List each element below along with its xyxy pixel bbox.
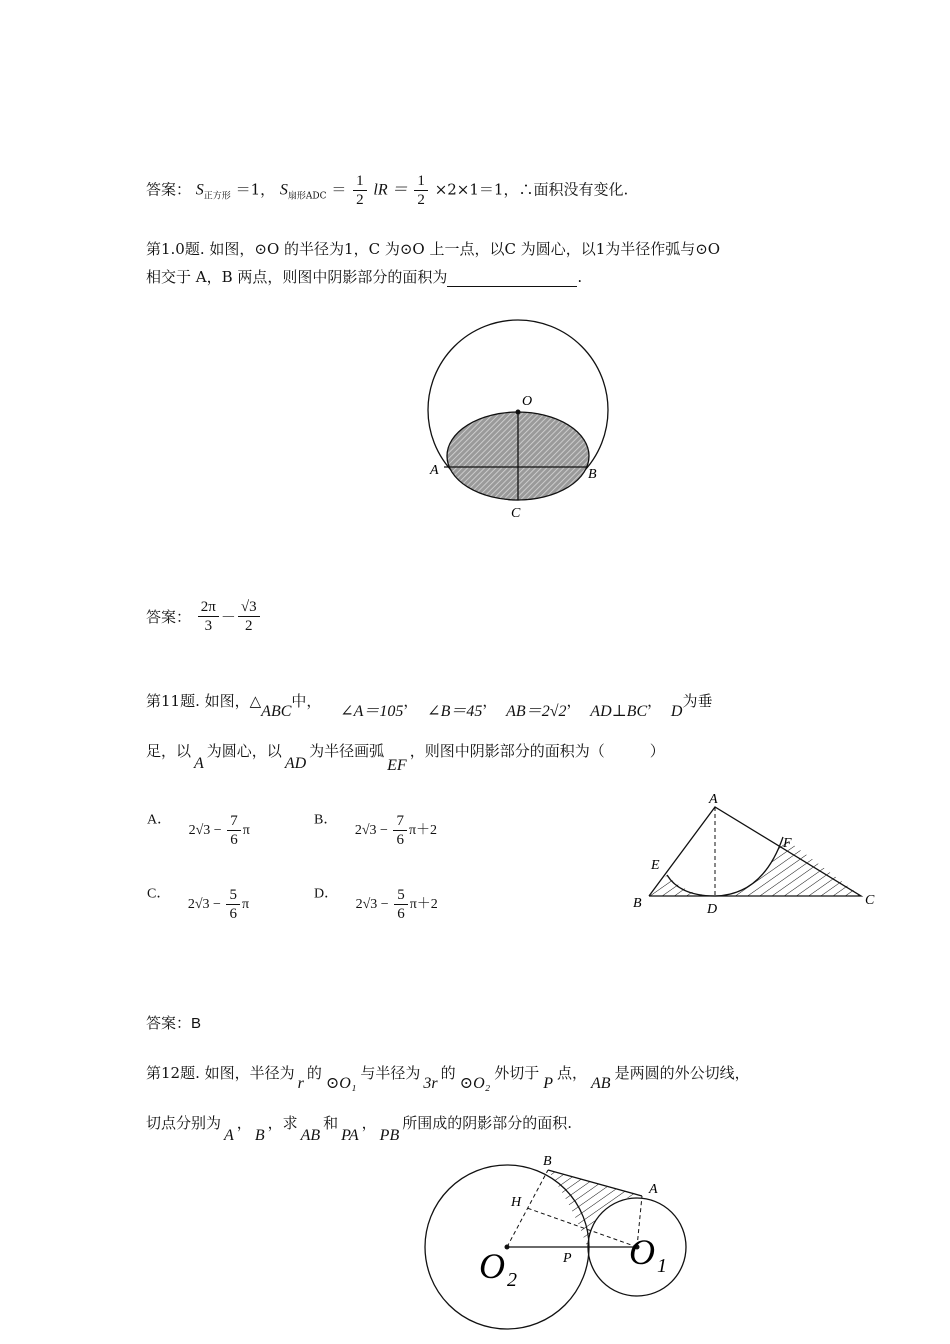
answer-blank	[447, 272, 577, 287]
figure-q10	[410, 310, 630, 530]
question-12-line-1: 第12题. 如图，半径为r的⊙O₁与半径为3r的⊙O₂外切于P点，AB是两圆的外公切线，	[146, 1064, 750, 1092]
answer-11-line: 答案：B	[146, 1014, 202, 1032]
question-10-line-2: 相交于 A，B 两点，则图中阴影部分的面积为 .	[146, 268, 583, 286]
question-11-line-1: 第11题. 如图，△ABC中， ∠A＝105， ∠B＝45， AB＝2√2， AD⊥BC， D为垂	[146, 692, 713, 720]
question-11-line-2: 足，以A为圆心，以AD为半径画弧EF，则图中阴影部分的面积为（ ）	[146, 742, 665, 774]
fraction-2pi-3: $\frac{2\pi}{3}$	[198, 598, 219, 635]
label-a: A	[430, 463, 439, 478]
option-d[interactable]: D． 2√3 − $\frac{5}{6}$ π＋2	[314, 886, 438, 922]
question-10-line-1: 第1.0题. 如图，⊙O 的半径为1，C 为⊙O 上一点，以C 为圆心，以1为半径作弧与⊙O	[146, 240, 721, 258]
label-o1: O	[629, 1232, 655, 1272]
fraction-half-2: $\frac{1}{2}$	[414, 172, 428, 209]
label-o2: O	[479, 1246, 505, 1286]
label-d: D	[707, 902, 718, 917]
label-a: A	[649, 1182, 658, 1197]
question-12-line-2: 切点分别为A，B，求AB和PA，PB所围成的阴影部分的面积.	[146, 1114, 572, 1144]
point-o2	[505, 1245, 510, 1250]
answer-9-line: 答案： $S_{正方形} =1$， $S_{扇形ADC}$ ＝ $\frac{1}{2}$ lR ＝ $\frac{1}{2}$ ×2×1＝1，∴面积没有变化.	[146, 173, 629, 208]
option-b[interactable]: B． 2√3 − $\frac{7}{6}$ π＋2	[314, 812, 438, 848]
label-c: C	[511, 506, 521, 521]
shaded-region	[548, 1170, 642, 1247]
label-a: A	[709, 792, 718, 807]
label-o: O	[522, 394, 533, 409]
label-b: B	[543, 1154, 552, 1169]
fraction-half: $\frac{1}{2}$	[353, 172, 367, 209]
label-p: P	[563, 1251, 572, 1266]
label-b: B	[588, 467, 597, 482]
label-o1-sub: 1	[657, 1255, 667, 1277]
label-b: B	[633, 896, 642, 911]
figure-q12	[415, 1150, 705, 1344]
shaded-left	[649, 875, 715, 896]
label-h: H	[511, 1195, 522, 1210]
figure-q11	[625, 785, 885, 920]
label-e: E	[651, 858, 660, 873]
label-f: F	[783, 836, 792, 851]
point-o	[516, 410, 521, 415]
fraction-sqrt3-2: $\frac{√3}{2}$	[238, 598, 260, 635]
answer-10-line: 答案： $\frac{2\pi}{3}$ － $\frac{√3}{2}$	[146, 598, 262, 635]
option-c[interactable]: C． 2√3 − $\frac{5}{6}$ π	[147, 886, 250, 922]
option-a[interactable]: A． 2√3 − $\frac{7}{6}$ π	[147, 812, 250, 848]
label-o2-sub: 2	[507, 1269, 517, 1291]
label-c: C	[865, 893, 875, 908]
